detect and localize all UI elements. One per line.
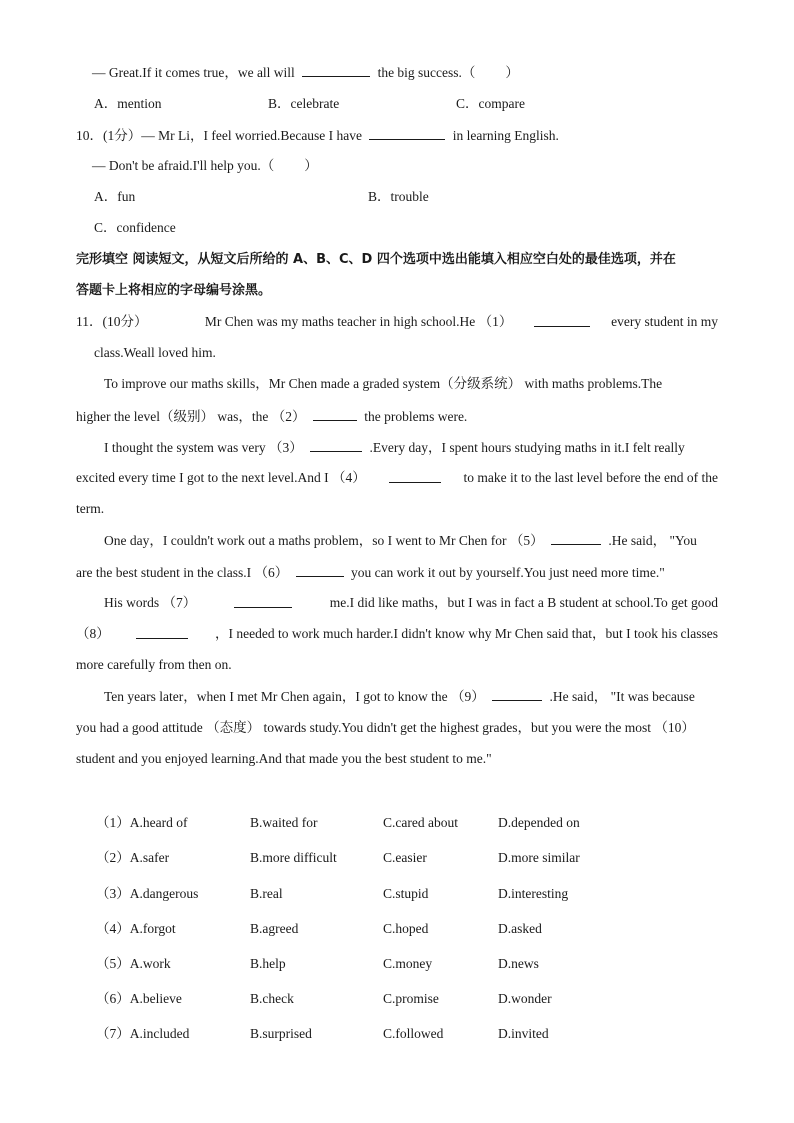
choice-5-a: （5）A.work [96,956,171,971]
q10-option-c: C．confidence [94,220,176,235]
choice-7-c: C.followed [383,1026,444,1041]
q11-p6-tail: .He said， "It was because [549,689,695,704]
q11-p1-text: Mr Chen was my maths teacher in high school.He （1） [204,314,513,329]
q11-p1-tail: every student in my [611,314,718,329]
q11-p5-text: His words （7） [104,595,197,610]
blank-6 [296,562,344,577]
q9-option-a: A．mention [94,96,162,111]
q11-p2-text: higher the level（级别） was，the （2） [76,409,306,424]
choice-2-c: C.easier [383,850,427,865]
choice-1-b: B.waited for [250,815,318,830]
choice-2-a: （2）A.safer [96,850,170,865]
q11-para5-line3: more carefully from then on. [76,657,232,672]
q11-p5-tail-2: ，I needed to work much harder.I didn't know why Mr Chen said that，but I took his classes [215,626,718,641]
q10-paren-close: ） [304,158,318,173]
choice-2-d: D.more similar [498,850,580,865]
q11-para4-line2 [76,562,665,582]
q11-p4-tail-2: you can work it out by yourself.You just need more time." [350,565,665,580]
choice-7-b: B.surprised [250,1026,312,1041]
blank-4 [389,468,441,483]
choice-row-7 [96,1024,696,1044]
q10-option-b: B．trouble [368,189,429,204]
choice-3-a: （3）A.dangerous [96,886,199,901]
q11-p4-text-2: are the best student in the class.I （6） [76,565,289,580]
choice-row-4 [96,919,696,939]
choice-row-6 [96,989,696,1009]
q11-para6-line3: student and you enjoyed learning.And that made you the best student to me." [76,751,492,766]
q11-p3-text: I thought the system was very （3） [104,440,303,455]
choice-3-d: D.interesting [498,886,569,901]
choice-4-d: D.asked [498,921,542,936]
q11-p3-text-2: excited every time I got to the next level.And I （4） [76,470,366,485]
q10-reply-text: — Don't be afraid.I'll help you.（ [92,158,275,173]
blank-3 [310,437,362,452]
choice-1-d: D.depended on [498,815,580,830]
choice-7-a: （7）A.included [96,1026,190,1041]
choice-6-b: B.check [250,991,294,1006]
q11-p3-tail-2: to make it to the last level before the end of the [463,470,718,485]
choice-row-2 [96,848,696,868]
q11-para2-line2 [76,406,467,426]
q10-answer-blank [369,125,445,140]
q11-p5-tail: me.I did like maths，but I was in fact a B student at school.To get good [329,595,718,610]
choice-3-c: C.stupid [383,886,429,901]
q11-p6-text: Ten years later，when I met Mr Chen again，I got to know the （9） [104,689,485,704]
choice-row-3 [96,884,696,904]
choice-4-b: B.agreed [250,921,299,936]
q11-p2-tail: the problems were. [364,409,468,424]
q11-p3-tail: .Every day，I spent hours studying maths in it.I felt really [369,440,685,455]
q9-option-c: C．compare [456,96,525,111]
choice-5-c: C.money [383,956,433,971]
choice-7-d: D.invited [498,1026,549,1041]
q11-para1-line1 [76,312,718,332]
choice-6-c: C.promise [383,991,439,1006]
choice-row-1 [96,813,696,833]
q9-prompt [92,62,519,82]
q11-number: 11．(10分） [76,314,148,329]
choice-4-a: （4）A.forgot [96,921,176,936]
q11-p4-text: One day，I couldn't work out a maths problem，so I went to Mr Chen for （5） [104,533,544,548]
choice-row-5 [96,954,696,974]
q11-p5-label: （8） [76,626,110,641]
q11-para6-line1 [104,686,695,706]
q11-para5-line1 [104,593,718,613]
blank-8 [136,624,188,639]
q10-prompt [76,125,559,145]
blank-7 [234,593,292,608]
q11-p4-tail: .He said， "You [608,533,697,548]
q11-para3-line1 [104,437,685,457]
choice-6-a: （6）A.believe [96,991,182,1006]
section-instruction-line-1: 完形填空 阅读短文，从短文后所给的 A、B、C、D 四个选项中选出能填入相应空白处的最佳选项，并在 [76,252,676,267]
choice-3-b: B.real [250,886,283,901]
q10-prompt-text: 10．(1分）— Mr Li，I feel worried.Because I have [76,128,363,143]
q11-para6-line2: you had a good attitude （态度） towards study.You didn't get the highest grades，but you were the most （10） [76,720,695,735]
choice-2-b: B.more difficult [250,850,337,865]
q9-answer-blank [302,62,370,77]
blank-1 [534,312,590,327]
q11-para4-line1 [104,530,697,550]
q11-para1-line2: class.Weall loved him. [94,345,216,360]
q11-para3-line2 [76,468,718,488]
choice-1-c: C.cared about [383,815,458,830]
choice-5-b: B.help [250,956,286,971]
q10-reply [92,156,318,176]
q9-option-b: B．celebrate [268,96,340,111]
blank-9 [492,686,542,701]
q10-option-a: A．fun [94,189,136,204]
q9-prompt-text: — Great.If it comes true，we all will [92,65,295,80]
q9-paren-close: ） [505,65,519,80]
blank-2 [313,406,357,421]
q11-para2-line1: To improve our maths skills，Mr Chen made a graded system（分级系统） with maths problems.The [104,376,663,391]
choice-6-d: D.wonder [498,991,552,1006]
q9-prompt-tail: the big success.（ [377,65,476,80]
section-instruction-line-2: 答题卡上将相应的字母编号涂黑。 [76,283,272,298]
q10-prompt-tail: in learning English. [452,128,559,143]
choice-4-c: C.hoped [383,921,429,936]
q11-para5-line2 [76,624,718,644]
choice-1-a: （1）A.heard of [96,815,188,830]
blank-5 [551,530,601,545]
q11-para3-line3: term. [76,501,105,516]
choice-5-d: D.news [498,956,539,971]
